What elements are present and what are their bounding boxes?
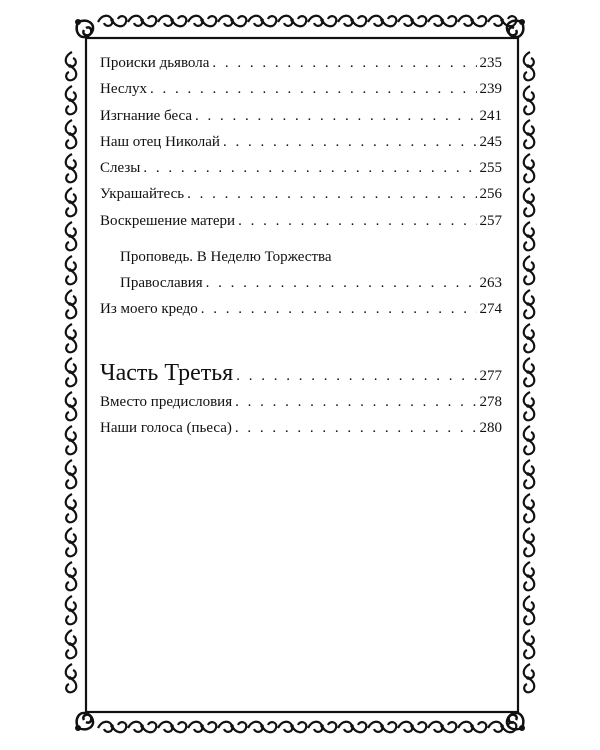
toc-entry [100,129,502,155]
toc-entry-page: 255 [479,160,502,177]
toc-entry [100,208,502,234]
toc-entry-title: Наши голоса (пьеса) [100,419,232,436]
toc-entry-page: 235 [479,55,502,71]
part-page: 277 [479,367,502,384]
toc-entry-page: 256 [479,186,502,203]
table-of-contents [100,50,502,441]
toc-entry-page: 278 [479,393,502,410]
leader-dots [143,155,476,181]
part-title: Часть Третья [100,359,234,386]
toc-entry-page: 241 [479,107,502,124]
part-heading [100,357,502,389]
leader-dots [236,360,476,392]
leader-dots [187,181,476,207]
toc-entry [100,155,502,181]
toc-entry [100,76,502,102]
toc-entry [100,103,502,129]
sermon-title-line2: Православия [120,275,203,292]
sermon-title-line2-row [120,270,502,296]
toc-entry [100,181,502,207]
leader-dots [223,129,477,155]
toc-entry [100,389,502,415]
toc-entry-page: 257 [479,212,502,229]
toc-entry-title: Изгнание беса [100,107,193,124]
leader-dots [235,415,477,441]
toc-entry-page: 245 [479,133,502,150]
toc-entry-title: Вместо предисловия [100,393,233,410]
toc-entry-page: 239 [479,81,502,98]
toc-entry-title: Наш отец Николай [100,133,220,150]
toc-entry-title: Слезы [100,160,141,177]
sermon-title-line1: Проповедь. В Неделю Торжества [120,249,332,266]
toc-entry-title: Украшайтесь [100,186,185,203]
toc-entry-title: Воскрешение матери [100,212,236,229]
toc-entry [100,296,502,322]
leader-dots [195,103,476,129]
leader-dots [212,50,476,76]
toc-entry [100,50,502,76]
toc-entry-title: Из моего кредо [100,301,198,318]
toc-entry-title: Неслух [100,81,148,98]
leader-dots [235,389,476,415]
leader-dots [201,296,477,322]
leader-dots [238,208,476,234]
toc-entry-page: 274 [479,301,502,318]
toc-entry-page: 263 [479,275,502,292]
leader-dots [150,76,476,102]
toc-entry [100,415,502,441]
leader-dots [206,270,477,296]
toc-entry-title: Происки дьявола [100,55,210,71]
toc-entry-page: 280 [479,419,502,436]
toc-entry-sermon [100,244,502,296]
